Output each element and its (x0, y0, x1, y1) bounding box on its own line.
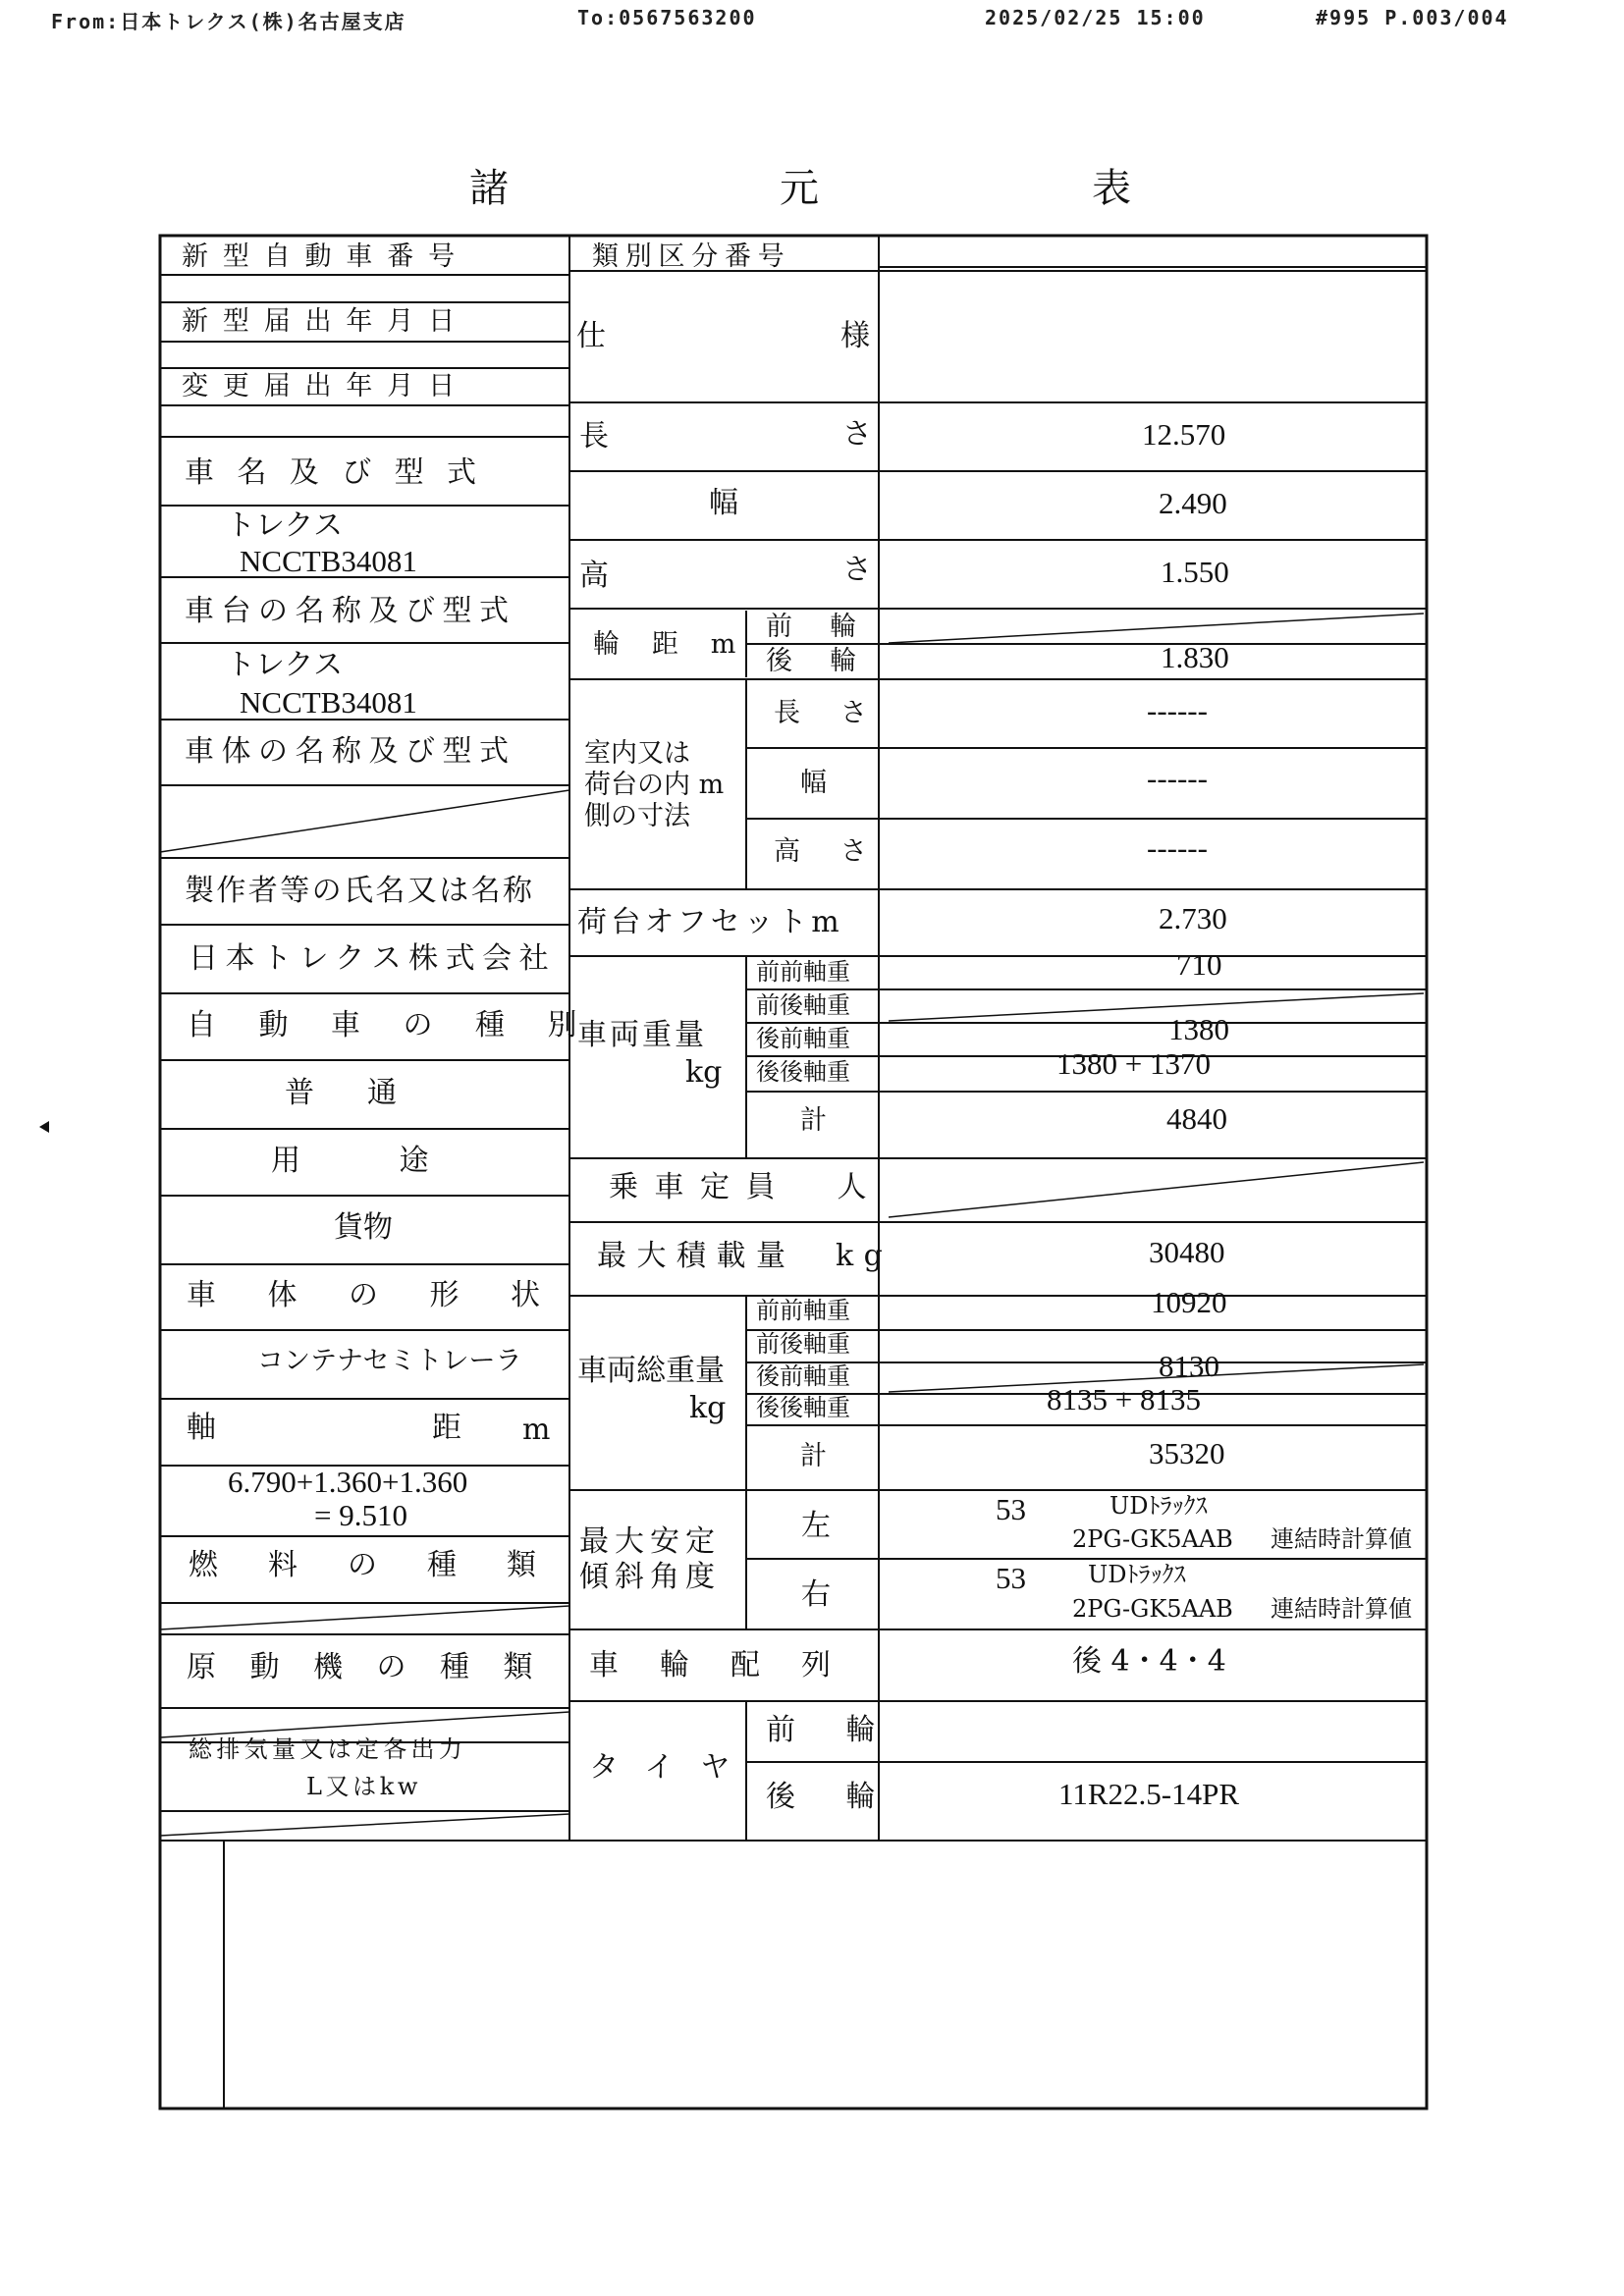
chassis-model-value: NCCTB34081 (240, 685, 417, 720)
interior-height-value: ------ (1147, 830, 1208, 865)
fuel-label: 燃料の種類 (189, 1548, 586, 1582)
offset-label: 荷台オフセットm (577, 905, 843, 939)
interior-label-3: 側の寸法 (584, 801, 690, 831)
interior-label-1: 室内又は (584, 738, 690, 769)
weight-rf-value: 1380 (1168, 1012, 1229, 1046)
weight-ff-value: 710 (1176, 947, 1222, 982)
max-load-label: 最大積載量 kg (597, 1239, 893, 1273)
fax-to: To:0567563200 (577, 6, 757, 29)
weight-axle-ff-label: 前前軸重 (756, 958, 850, 986)
gross-weight-label: 車両総重量 (577, 1354, 725, 1388)
gross-axle-ff-label: 前前軸重 (756, 1297, 850, 1324)
track-rear-label: 後 輪 (766, 646, 872, 676)
track-rear-value: 1.830 (1161, 640, 1229, 674)
tilt-right-label: 右 (801, 1577, 831, 1612)
page-title-char-2: 元 (780, 166, 819, 211)
height-value: 1.550 (1161, 555, 1229, 589)
gross-rr-value: 8135 + 8135 (1047, 1382, 1201, 1416)
margin-arrow-mark (39, 1121, 49, 1133)
new-vehicle-number-label: 新型自動車番号 (182, 241, 469, 272)
maker-label: 製作者等の氏名又は名称 (185, 874, 535, 908)
track-label: 輪 距 m (593, 629, 748, 660)
gross-total-label: 計 (800, 1441, 827, 1471)
wheelbase-label-2: 距 (432, 1411, 461, 1445)
height-label-suffix: さ (842, 553, 872, 587)
engine-label: 原動機の種類 (187, 1650, 567, 1684)
vehicle-type-label: 自動車の種別 (187, 1008, 620, 1042)
wheelbase-value-1: 6.790+1.360+1.360 (228, 1465, 468, 1499)
tilt-right-maker: UDﾄﾗｯｸｽ (1088, 1561, 1186, 1588)
width-label: 幅 (709, 486, 738, 520)
maker-value: 日本トレクス株式会社 (189, 941, 557, 976)
new-type-date-label: 新型届出年月日 (182, 306, 469, 337)
max-load-value: 30480 (1149, 1235, 1225, 1269)
gross-total-value: 35320 (1149, 1436, 1225, 1470)
track-front-label: 前 輪 (766, 612, 872, 642)
tire-label: タイヤ (589, 1750, 757, 1785)
height-label: 高 (579, 559, 609, 593)
fax-page: #995 P.003/004 (1316, 6, 1509, 29)
body-label: 車体の名称及び型式 (185, 734, 516, 769)
wheelbase-unit: m (522, 1413, 551, 1447)
spec-label-2: 様 (840, 319, 870, 353)
vehicle-model-value: NCCTB34081 (240, 544, 417, 578)
interior-label-2: 荷台の内 m (584, 770, 725, 800)
usage-value: 貨物 (334, 1210, 393, 1245)
tilt-label-1: 最大安定 (579, 1524, 721, 1559)
vehicle-name-label: 車名及び型式 (185, 455, 500, 490)
wheel-arrangement-value: 後 4・4・4 (1072, 1644, 1226, 1679)
interior-width-value: ------ (1147, 761, 1208, 795)
tire-rear-label: 後 輪 (766, 1780, 896, 1814)
usage-label: 用 途 (271, 1144, 442, 1178)
weight-unit: kg (685, 1055, 723, 1090)
tilt-right-model: 2PG-GK5AAB (1072, 1595, 1233, 1623)
body-shape-label: 車体の形状 (187, 1278, 592, 1312)
weight-axle-rf-label: 後前軸重 (756, 1025, 850, 1052)
capacity-label: 乗車定員 人 (609, 1170, 883, 1204)
width-value: 2.490 (1159, 486, 1227, 520)
spec-label-1: 仕 (576, 319, 606, 353)
vehicle-name-value: トレクス (226, 508, 344, 543)
page-title-char-3: 表 (1092, 166, 1131, 211)
fax-from: From:日本トレクス(株)名古屋支店 (51, 10, 406, 33)
wheelbase-value-2: = 9.510 (314, 1498, 407, 1532)
category-number-label: 類別区分番号 (592, 241, 791, 272)
wheel-arrangement-label: 車輪配列 (589, 1648, 872, 1682)
length-label-suffix: さ (842, 417, 872, 452)
interior-height-label: 高 さ (774, 836, 884, 867)
gross-weight-unit: kg (689, 1391, 727, 1425)
length-value: 12.570 (1142, 417, 1226, 452)
tilt-left-model: 2PG-GK5AAB (1072, 1525, 1233, 1553)
interior-width-label: 幅 (800, 768, 827, 798)
tilt-right-note: 連結時計算値 (1271, 1595, 1412, 1623)
change-date-label: 変更届出年月日 (182, 371, 469, 401)
weight-axle-fr-label: 前後軸重 (756, 991, 850, 1019)
wheelbase-label: 軸 (187, 1411, 216, 1445)
tilt-left-angle: 53 (996, 1492, 1026, 1526)
tilt-left-label: 左 (801, 1509, 831, 1543)
weight-label: 車両重量 (577, 1018, 707, 1052)
gross-axle-fr-label: 前後軸重 (756, 1330, 850, 1358)
offset-value: 2.730 (1159, 901, 1227, 935)
vehicle-type-value: 普 通 (285, 1076, 408, 1110)
gross-axle-rr-label: 後後軸重 (756, 1394, 850, 1421)
length-label: 長 (579, 419, 609, 454)
gross-axle-rf-label: 後前軸重 (756, 1362, 850, 1390)
tilt-label-2: 傾斜角度 (579, 1560, 721, 1594)
chassis-name-value: トレクス (226, 648, 344, 682)
displacement-label-2: L又はkw (306, 1773, 422, 1800)
gross-rf-value: 8130 (1159, 1349, 1219, 1383)
chassis-label: 車台の名称及び型式 (185, 594, 516, 628)
page-title-char-1: 諸 (469, 166, 509, 211)
fax-datetime: 2025/02/25 15:00 (985, 6, 1206, 29)
gross-ff-value: 10920 (1151, 1285, 1227, 1319)
tilt-left-note: 連結時計算値 (1271, 1525, 1412, 1553)
tire-rear-value: 11R22.5-14PR (1058, 1777, 1240, 1811)
tire-front-label: 前 輪 (766, 1713, 896, 1747)
weight-total-label: 計 (800, 1105, 827, 1136)
tilt-right-angle: 53 (996, 1561, 1026, 1595)
displacement-label-1: 総排気量又は定各出力 (189, 1735, 467, 1763)
interior-length-value: ------ (1147, 693, 1208, 727)
interior-length-label: 長 さ (774, 698, 884, 728)
weight-axle-rr-label: 後後軸重 (756, 1058, 850, 1086)
tilt-left-maker: UDﾄﾗｯｸｽ (1110, 1492, 1208, 1520)
body-shape-value: コンテナセミトレーラ (257, 1346, 522, 1376)
weight-total-value: 4840 (1166, 1101, 1227, 1136)
weight-rr-value: 1380 + 1370 (1056, 1046, 1211, 1081)
